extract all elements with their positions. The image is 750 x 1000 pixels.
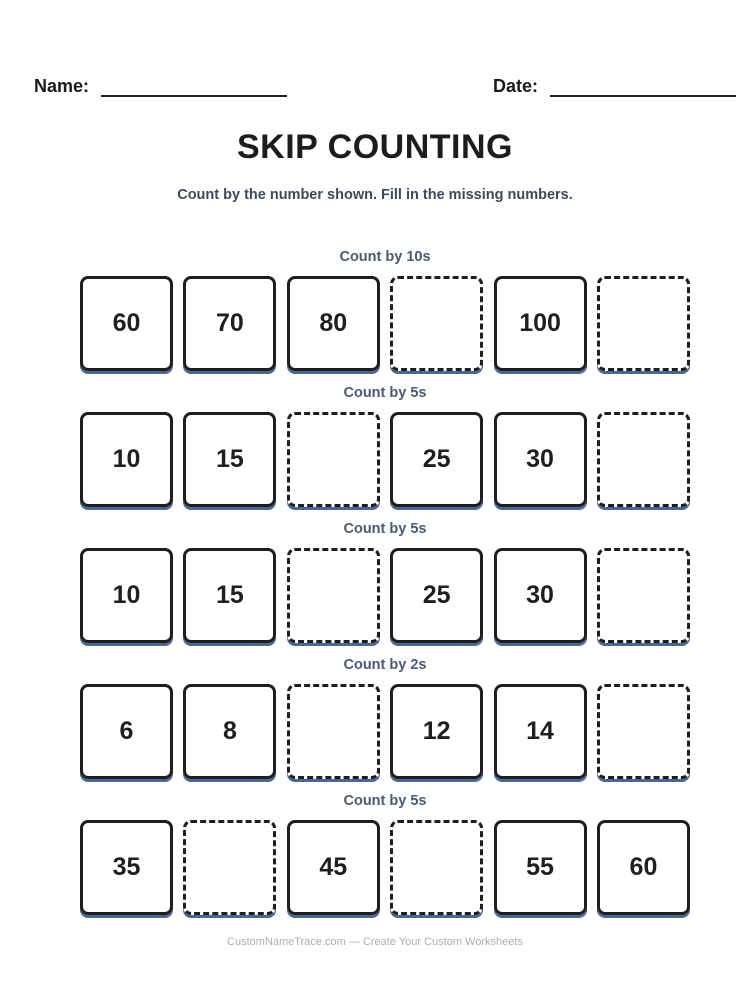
blank-answer-box[interactable]: [597, 684, 690, 779]
row-label: Count by 5s: [343, 385, 427, 401]
blank-answer-box[interactable]: [390, 820, 483, 915]
row-label: Count by 10s: [339, 249, 431, 265]
skip-count-row: [80, 384, 690, 520]
number-box: 30: [494, 548, 587, 643]
date-write-line[interactable]: [550, 81, 736, 97]
number-box: 25: [390, 412, 483, 507]
number-box: 80: [287, 276, 380, 371]
number-box: 60: [597, 820, 690, 915]
number-box: 35: [80, 820, 173, 915]
number-box: 12: [390, 684, 483, 779]
row-cells: [80, 820, 690, 928]
number-box: 10: [80, 548, 173, 643]
number-box: 15: [183, 412, 276, 507]
date-field: [493, 76, 736, 97]
blank-answer-box[interactable]: [287, 684, 380, 779]
blank-answer-box[interactable]: [287, 548, 380, 643]
blank-answer-box[interactable]: [597, 412, 690, 507]
row-label: Count by 5s: [343, 521, 427, 537]
blank-answer-box[interactable]: [183, 820, 276, 915]
skip-count-row: [80, 792, 690, 928]
number-box: 60: [80, 276, 173, 371]
name-write-line[interactable]: [101, 81, 287, 97]
footer: CustomNameTrace.com — Create Your Custom Worksheets: [227, 936, 523, 948]
number-box: 25: [390, 548, 483, 643]
number-box: 6: [80, 684, 173, 779]
name-label: Name:: [34, 76, 90, 96]
number-box: 100: [494, 276, 587, 371]
number-box: 14: [494, 684, 587, 779]
row-cells: [80, 548, 690, 656]
blank-answer-box[interactable]: [287, 412, 380, 507]
number-box: 30: [494, 412, 587, 507]
number-box: 15: [183, 548, 276, 643]
instructions: Count by the number shown. Fill in the missing numbers.: [177, 187, 573, 203]
number-box: 45: [287, 820, 380, 915]
skip-counting-rows: [80, 248, 690, 928]
number-box: 8: [183, 684, 276, 779]
blank-answer-box[interactable]: [597, 548, 690, 643]
date-label: Date:: [493, 76, 539, 96]
row-cells: [80, 684, 690, 792]
number-box: 70: [183, 276, 276, 371]
number-box: 55: [494, 820, 587, 915]
page-title: SKIP COUNTING: [236, 128, 513, 166]
skip-count-row: [80, 656, 690, 792]
row-cells: [80, 412, 690, 520]
row-label: Count by 5s: [343, 793, 427, 809]
number-box: 10: [80, 412, 173, 507]
blank-answer-box[interactable]: [390, 276, 483, 371]
blank-answer-box[interactable]: [597, 276, 690, 371]
skip-count-row: [80, 520, 690, 656]
row-label: Count by 2s: [343, 657, 427, 673]
skip-count-row: [80, 248, 690, 384]
row-cells: [80, 276, 690, 384]
name-field: [34, 76, 287, 97]
